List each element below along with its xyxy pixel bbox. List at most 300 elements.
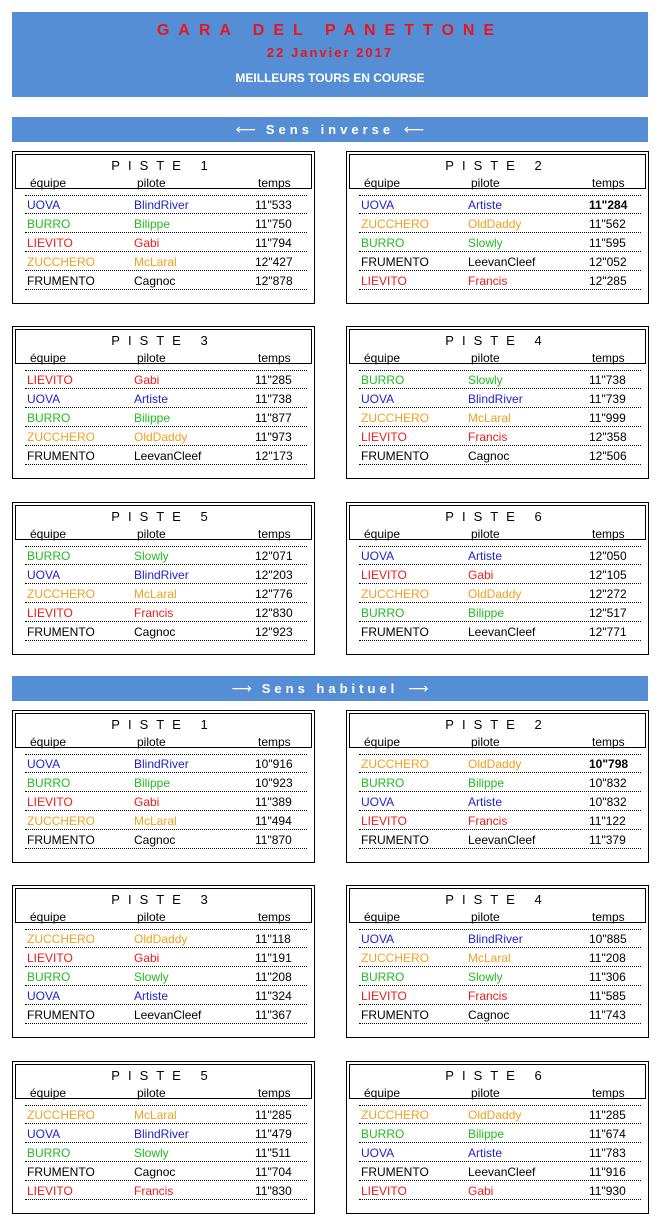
lap-time: 11"191	[255, 951, 292, 965]
lap-time: 12"506	[589, 449, 627, 463]
track-panel	[12, 151, 315, 304]
lap-time: 11"738	[255, 392, 292, 406]
team-name: LIEVITO	[361, 989, 407, 1003]
lap-time: 12"052	[589, 255, 627, 269]
table-row	[25, 428, 307, 446]
table-row	[25, 793, 307, 811]
driver-name: LeevanCleef	[468, 255, 536, 269]
team-name: FRUMENTO	[361, 255, 429, 269]
table-row	[25, 831, 307, 849]
lap-time: 12"878	[255, 274, 293, 288]
table-row	[359, 812, 641, 830]
table-row	[25, 774, 307, 792]
driver-name: McLaral	[134, 255, 177, 269]
track-title: PISTE 1	[111, 158, 216, 173]
driver-name: LeevanCleef	[134, 449, 202, 463]
column-header-team: équipe	[364, 910, 401, 924]
lap-time: 11"930	[589, 1184, 626, 1198]
arrow-icon: ⟵	[235, 121, 256, 137]
team-name: BURRO	[27, 970, 71, 984]
lap-time: 11"870	[255, 833, 292, 847]
table-row	[359, 428, 641, 446]
table-row	[25, 272, 307, 290]
team-name: BURRO	[27, 776, 71, 790]
team-name: LIEVITO	[27, 951, 73, 965]
driver-name: OldDaddy	[468, 217, 522, 231]
column-header-team: équipe	[30, 1086, 67, 1100]
lap-time: 11"704	[255, 1165, 292, 1179]
table-row	[359, 409, 641, 427]
driver-name: LeevanCleef	[468, 833, 536, 847]
team-name: BURRO	[27, 217, 71, 231]
table-row	[25, 1125, 307, 1143]
team-name: FRUMENTO	[27, 833, 95, 847]
track-panel	[12, 710, 315, 863]
column-header-driver: pilote	[137, 910, 166, 924]
team-name: BURRO	[361, 606, 405, 620]
table-row	[359, 1106, 641, 1124]
track-header	[349, 888, 646, 923]
section-banner	[12, 117, 648, 142]
column-header-team: équipe	[30, 176, 67, 190]
team-name: BURRO	[27, 549, 71, 563]
track-panel	[346, 502, 649, 655]
column-header-team: équipe	[364, 351, 401, 365]
driver-name: Gabi	[468, 568, 494, 582]
column-header-driver: pilote	[137, 176, 166, 190]
driver-name: LeevanCleef	[134, 1008, 202, 1022]
table-row	[359, 566, 641, 584]
team-name: LIEVITO	[361, 1184, 407, 1198]
event-date: 22 Janvier 2017	[266, 45, 394, 60]
lap-time: 11"389	[255, 795, 292, 809]
team-name: FRUMENTO	[27, 1008, 95, 1022]
lap-time: 11"306	[589, 970, 626, 984]
team-name: BURRO	[361, 776, 405, 790]
table-row	[359, 930, 641, 948]
lap-time: 11"739	[589, 392, 626, 406]
driver-name: OldDaddy	[468, 757, 522, 771]
lap-time: 11"916	[589, 1165, 626, 1179]
team-name: FRUMENTO	[361, 1165, 429, 1179]
column-header-driver: pilote	[137, 351, 166, 365]
lap-time: 11"494	[255, 814, 292, 828]
column-header-time: temps	[258, 735, 291, 749]
team-name: UOVA	[361, 932, 395, 946]
driver-name: Slowly	[134, 970, 169, 984]
track-header	[349, 713, 646, 748]
driver-name: OldDaddy	[134, 932, 188, 946]
lap-time: 12"071	[255, 549, 293, 563]
track-title: PISTE 6	[445, 509, 550, 524]
driver-name: Artiste	[468, 549, 503, 563]
table-row	[25, 1106, 307, 1124]
team-name: BURRO	[361, 236, 405, 250]
lap-time: 11"750	[255, 217, 292, 231]
track-header	[349, 1064, 646, 1099]
team-name: UOVA	[27, 568, 61, 582]
driver-name: Cagnoc	[468, 1008, 510, 1022]
track-header	[349, 329, 646, 364]
table-row	[359, 623, 641, 641]
track-title: PISTE 2	[445, 158, 550, 173]
lap-time: 11"877	[255, 411, 292, 425]
table-row	[359, 1163, 641, 1181]
table-row	[25, 566, 307, 584]
lap-time: 12"285	[589, 274, 627, 288]
table-row	[25, 1144, 307, 1162]
table-row	[359, 272, 641, 290]
driver-name: BlindRiver	[468, 932, 523, 946]
table-row	[359, 547, 641, 565]
team-name: UOVA	[27, 989, 61, 1003]
team-name: ZUCCHERO	[27, 814, 95, 828]
table-row	[25, 930, 307, 948]
team-name: UOVA	[361, 549, 395, 563]
table-row	[25, 234, 307, 252]
table-row	[25, 390, 307, 408]
team-name: LIEVITO	[27, 606, 73, 620]
team-name: UOVA	[27, 757, 61, 771]
team-name: ZUCCHERO	[361, 217, 429, 231]
lap-time: 12"830	[255, 606, 293, 620]
column-header-team: équipe	[364, 176, 401, 190]
lap-time: 11"999	[589, 411, 626, 425]
lap-time: 12"272	[589, 587, 627, 601]
driver-name: Cagnoc	[468, 449, 510, 463]
lap-time: 11"783	[589, 1146, 626, 1160]
page-header	[12, 12, 648, 97]
track-panel	[12, 1061, 315, 1214]
table-row	[25, 623, 307, 641]
table-row	[25, 604, 307, 622]
driver-name: Cagnoc	[134, 274, 176, 288]
team-name: FRUMENTO	[361, 449, 429, 463]
table-row	[359, 755, 641, 773]
driver-name: OldDaddy	[134, 430, 188, 444]
driver-name: LeevanCleef	[468, 1165, 536, 1179]
team-name: FRUMENTO	[27, 625, 95, 639]
column-header-team: équipe	[364, 527, 401, 541]
driver-name: Francis	[468, 989, 508, 1003]
driver-name: McLaral	[468, 411, 511, 425]
lap-time: 11"479	[255, 1127, 292, 1141]
team-name: BURRO	[361, 1127, 405, 1141]
driver-name: Francis	[468, 274, 508, 288]
driver-name: BlindRiver	[468, 392, 523, 406]
lap-time: 11"324	[255, 989, 292, 1003]
lap-time: 11"285	[255, 1108, 292, 1122]
team-name: FRUMENTO	[27, 1165, 95, 1179]
column-header-time: temps	[258, 351, 291, 365]
column-header-team: équipe	[30, 527, 67, 541]
table-row	[25, 968, 307, 986]
team-name: ZUCCHERO	[361, 951, 429, 965]
table-row	[25, 447, 307, 465]
driver-name: Slowly	[468, 970, 503, 984]
table-row	[359, 968, 641, 986]
team-name: ZUCCHERO	[27, 430, 95, 444]
driver-name: OldDaddy	[468, 587, 522, 601]
team-name: LIEVITO	[27, 236, 73, 250]
table-row	[25, 409, 307, 427]
table-row	[359, 447, 641, 465]
table-row	[25, 196, 307, 214]
table-row	[359, 987, 641, 1005]
lap-time: 12"517	[589, 606, 627, 620]
lap-time: 11"208	[255, 970, 292, 984]
table-row	[359, 949, 641, 967]
track-title: PISTE 5	[111, 509, 216, 524]
column-header-driver: pilote	[471, 527, 500, 541]
lap-time: 11"830	[255, 1184, 292, 1198]
driver-name: Francis	[468, 430, 508, 444]
lap-time: 11"533	[255, 198, 292, 212]
team-name: FRUMENTO	[361, 833, 429, 847]
team-name: LIEVITO	[361, 274, 407, 288]
driver-name: Francis	[134, 1184, 174, 1198]
team-name: FRUMENTO	[27, 274, 95, 288]
section-label: Sens inverse	[265, 122, 395, 137]
team-name: LIEVITO	[361, 430, 407, 444]
lap-time: 12"105	[589, 568, 627, 582]
driver-name: Slowly	[134, 1146, 169, 1160]
lap-time: 11"595	[589, 236, 626, 250]
section-label: Sens habituel	[261, 681, 399, 696]
lap-time: 11"379	[589, 833, 626, 847]
team-name: ZUCCHERO	[27, 255, 95, 269]
track-title: PISTE 6	[445, 1068, 550, 1083]
driver-name: Gabi	[134, 951, 160, 965]
column-header-driver: pilote	[471, 735, 500, 749]
driver-name: Bilippe	[468, 776, 505, 790]
track-panel	[12, 885, 315, 1038]
team-name: BURRO	[27, 411, 71, 425]
driver-name: Bilippe	[134, 411, 171, 425]
team-name: LIEVITO	[361, 568, 407, 582]
lap-time: 11"562	[589, 217, 626, 231]
table-row	[25, 1182, 307, 1200]
column-header-time: temps	[592, 735, 625, 749]
track-header	[15, 505, 312, 540]
column-header-team: équipe	[30, 910, 67, 924]
driver-name: Bilippe	[134, 776, 171, 790]
arrow-icon: ⟶	[231, 680, 252, 696]
driver-name: Bilippe	[468, 606, 505, 620]
lap-time: 11"208	[589, 951, 626, 965]
track-panel	[12, 502, 315, 655]
track-title: PISTE 5	[111, 1068, 216, 1083]
team-name: LIEVITO	[27, 1184, 73, 1198]
column-header-driver: pilote	[471, 351, 500, 365]
page-title: GARA DEL PANETTONE	[156, 22, 504, 39]
column-header-driver: pilote	[471, 1086, 500, 1100]
table-row	[25, 585, 307, 603]
table-row	[359, 585, 641, 603]
table-row	[25, 253, 307, 271]
page-subtitle: MEILLEURS TOURS EN COURSE	[235, 71, 425, 85]
team-name: LIEVITO	[361, 814, 407, 828]
driver-name: McLaral	[134, 814, 177, 828]
lap-time: 11"284	[589, 198, 628, 212]
lap-time: 11"285	[255, 373, 292, 387]
track-title: PISTE 3	[111, 333, 216, 348]
track-panel	[346, 1061, 649, 1214]
lap-time: 12"203	[255, 568, 293, 582]
team-name: UOVA	[361, 198, 395, 212]
track-header	[15, 1064, 312, 1099]
lap-time: 11"743	[589, 1008, 626, 1022]
table-row	[359, 831, 641, 849]
driver-name: BlindRiver	[134, 568, 189, 582]
team-name: BURRO	[27, 1146, 71, 1160]
track-header	[349, 505, 646, 540]
lap-time: 10"885	[589, 932, 627, 946]
track-title: PISTE 4	[445, 892, 550, 907]
column-header-time: temps	[258, 527, 291, 541]
team-name: BURRO	[361, 970, 405, 984]
driver-name: Bilippe	[134, 217, 171, 231]
table-row	[359, 1125, 641, 1143]
table-row	[25, 371, 307, 389]
team-name: FRUMENTO	[361, 625, 429, 639]
driver-name: Slowly	[134, 549, 169, 563]
track-title: PISTE 1	[111, 717, 216, 732]
team-name: FRUMENTO	[361, 1008, 429, 1022]
team-name: ZUCCHERO	[27, 587, 95, 601]
team-name: ZUCCHERO	[361, 757, 429, 771]
team-name: LIEVITO	[27, 373, 73, 387]
arrow-icon: ⟵	[404, 121, 425, 137]
driver-name: McLaral	[468, 951, 511, 965]
driver-name: OldDaddy	[468, 1108, 522, 1122]
team-name: BURRO	[361, 373, 405, 387]
lap-time: 10"832	[589, 776, 627, 790]
column-header-team: équipe	[30, 351, 67, 365]
team-name: UOVA	[361, 795, 395, 809]
table-row	[359, 1182, 641, 1200]
table-row	[359, 234, 641, 252]
table-row	[359, 774, 641, 792]
lap-time: 11"511	[255, 1146, 291, 1160]
table-row	[359, 390, 641, 408]
table-row	[25, 949, 307, 967]
column-header-time: temps	[592, 1086, 625, 1100]
table-row	[25, 1006, 307, 1024]
team-name: UOVA	[27, 198, 61, 212]
track-header	[15, 154, 312, 189]
track-title: PISTE 2	[445, 717, 550, 732]
driver-name: LeevanCleef	[468, 625, 536, 639]
table-row	[359, 1006, 641, 1024]
track-title: PISTE 4	[445, 333, 550, 348]
lap-time: 11"973	[255, 430, 292, 444]
track-panel	[12, 326, 315, 479]
column-header-time: temps	[592, 527, 625, 541]
team-name: LIEVITO	[27, 795, 73, 809]
driver-name: BlindRiver	[134, 198, 189, 212]
lap-time: 12"050	[589, 549, 627, 563]
column-header-driver: pilote	[137, 1086, 166, 1100]
driver-name: Bilippe	[468, 1127, 505, 1141]
driver-name: Francis	[468, 814, 508, 828]
table-row	[359, 196, 641, 214]
driver-name: Cagnoc	[134, 625, 176, 639]
driver-name: Cagnoc	[134, 833, 176, 847]
driver-name: Artiste	[468, 198, 503, 212]
lap-time: 11"285	[589, 1108, 626, 1122]
table-row	[25, 547, 307, 565]
column-header-time: temps	[258, 1086, 291, 1100]
lap-time: 11"122	[589, 814, 626, 828]
column-header-driver: pilote	[137, 735, 166, 749]
driver-name: Slowly	[468, 373, 503, 387]
lap-time: 10"832	[589, 795, 627, 809]
column-header-team: équipe	[30, 735, 67, 749]
column-header-driver: pilote	[471, 910, 500, 924]
lap-time: 12"358	[589, 430, 627, 444]
lap-time: 11"738	[589, 373, 626, 387]
driver-name: BlindRiver	[134, 1127, 189, 1141]
driver-name: Gabi	[134, 795, 160, 809]
track-header	[349, 154, 646, 189]
column-header-time: temps	[258, 910, 291, 924]
table-row	[359, 793, 641, 811]
column-header-team: équipe	[364, 1086, 401, 1100]
lap-time: 11"367	[255, 1008, 292, 1022]
driver-name: Artiste	[468, 1146, 503, 1160]
team-name: UOVA	[361, 392, 395, 406]
team-name: UOVA	[361, 1146, 395, 1160]
track-panel	[346, 326, 649, 479]
column-header-time: temps	[592, 351, 625, 365]
lap-time: 11"794	[255, 236, 292, 250]
driver-name: Cagnoc	[134, 1165, 176, 1179]
column-header-time: temps	[258, 176, 291, 190]
column-header-team: équipe	[364, 735, 401, 749]
lap-time: 12"427	[255, 255, 293, 269]
lap-time: 12"173	[255, 449, 293, 463]
table-row	[359, 253, 641, 271]
driver-name: Slowly	[468, 236, 503, 250]
table-row	[25, 215, 307, 233]
table-row	[25, 987, 307, 1005]
table-row	[359, 604, 641, 622]
driver-name: McLaral	[134, 1108, 177, 1122]
column-header-time: temps	[592, 176, 625, 190]
lap-time: 10"916	[255, 757, 293, 771]
section-banner	[12, 676, 648, 701]
track-panel	[346, 151, 649, 304]
column-header-time: temps	[592, 910, 625, 924]
team-name: ZUCCHERO	[361, 1108, 429, 1122]
driver-name: Artiste	[134, 989, 169, 1003]
track-title: PISTE 3	[111, 892, 216, 907]
lap-time: 10"923	[255, 776, 293, 790]
track-panel	[346, 710, 649, 863]
lap-time: 12"771	[589, 625, 627, 639]
driver-name: Artiste	[468, 795, 503, 809]
driver-name: BlindRiver	[134, 757, 189, 771]
driver-name: McLaral	[134, 587, 177, 601]
team-name: UOVA	[27, 392, 61, 406]
track-header	[15, 888, 312, 923]
team-name: FRUMENTO	[27, 449, 95, 463]
team-name: ZUCCHERO	[27, 932, 95, 946]
lap-time: 11"674	[589, 1127, 626, 1141]
team-name: UOVA	[27, 1127, 61, 1141]
driver-name: Gabi	[134, 236, 160, 250]
